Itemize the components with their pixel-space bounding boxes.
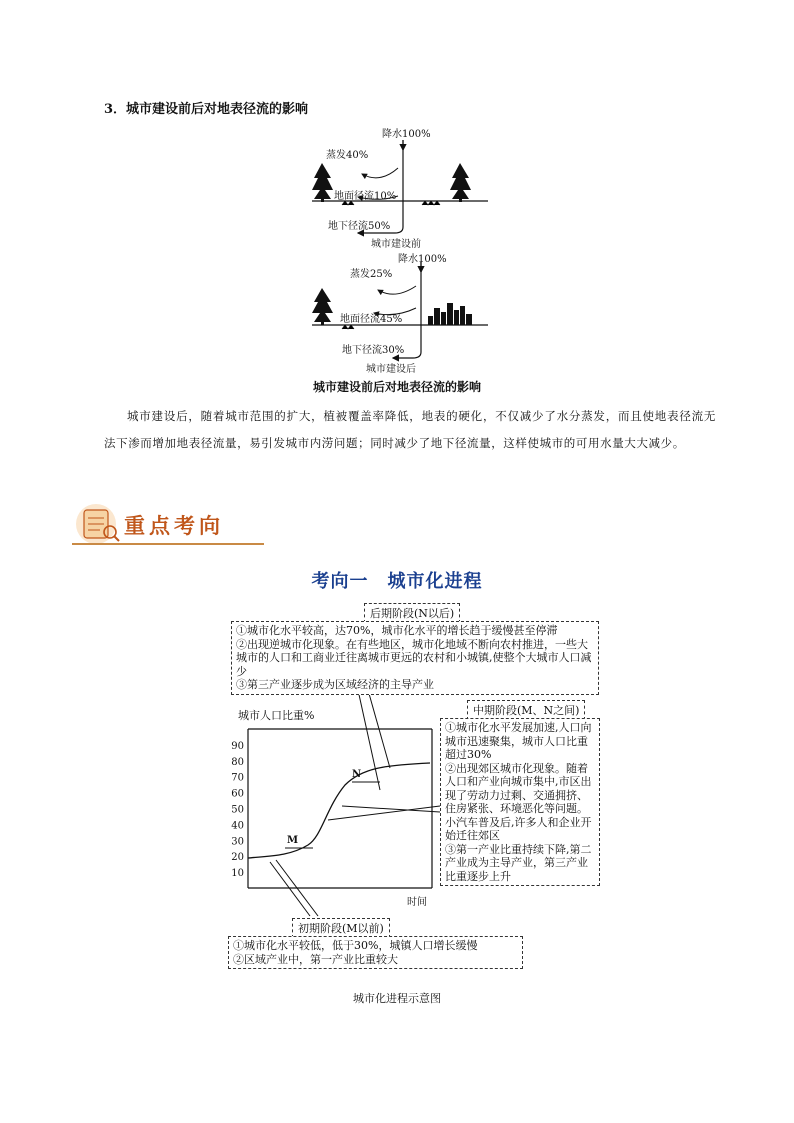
y-axis-label: 城市人口比重%	[238, 709, 315, 722]
early-stage-box	[228, 936, 523, 969]
late-stage-box	[231, 621, 599, 695]
section-title: 重点考向	[124, 514, 224, 538]
y-tick-label: 20	[231, 852, 244, 864]
mid-stage-title: 中期阶段(M、N之间)	[467, 700, 585, 720]
y-tick-label: 60	[231, 788, 244, 800]
body-paragraph: 城市建设后，随着城市范围的扩大，植被覆盖率降低，地表的硬化，不仅减少了水分蒸发，而且使地表径流无法下渗而增加地表径流量，易引发城市内涝问题；同时减少了地下径流量，这样使城市的可用水量大大减少。	[104, 409, 716, 450]
late-line: ①城市化水平较高，达70%，城市化水平的增长趋于缓慢甚至停滞	[236, 624, 558, 637]
mid-line: ①城市化水平发展加速,人口向城市迅速聚集，城市人口比重超过30%	[445, 721, 592, 761]
label-after: 城市建设后	[366, 364, 416, 375]
runoff-caption: 城市建设前后对地表径流的影响	[312, 380, 481, 394]
late-stage-title: 后期阶段(N以后)	[364, 603, 460, 623]
y-tick-label: 50	[231, 804, 244, 816]
section-heading: 3．城市建设前后对地表径流的影响	[104, 102, 309, 117]
ground-after: 地下径流30%	[342, 345, 405, 356]
evap-after: 蒸发25%	[350, 269, 393, 280]
mid-stage-box	[440, 718, 600, 886]
late-line: ②出现逆城市化现象。在有些地区，城市化地域不断向农村推进，一些大城市的人口和工商业迁往离城市更远的农村和小城镇,使整个大城市人口减少	[236, 637, 592, 678]
x-axis-label: 时间	[407, 897, 427, 908]
chart-caption: 城市化进程示意图	[353, 992, 441, 1005]
early-line: ②区域产业中，第一产业比重较大	[233, 952, 398, 966]
evap-before: 蒸发40%	[326, 150, 369, 161]
mid-line: ②出现郊区城市化现象。随着人口和产业向城市集中,市区出现了劳动力过剩、交通拥挤、住房紧张、环境恶化等问题。小汽车普及后,许多人和企业开始迁往郊区	[445, 761, 592, 842]
y-tick-label: 90	[231, 740, 244, 752]
early-stage-title: 初期阶段(M以前)	[292, 918, 390, 938]
precip-after: 降水100%	[398, 254, 447, 265]
point-n-label: N	[352, 769, 362, 780]
surface-before: 地面径流10%	[334, 191, 397, 202]
mid-line: ③第一产业比重持续下降,第二产业成为主导产业，第三产业比重逐步上升	[445, 842, 592, 883]
y-tick-label: 40	[231, 820, 244, 832]
surface-after: 地面径流45%	[340, 314, 403, 325]
ground-before: 地下径流50%	[328, 221, 391, 232]
point-m-label: M	[287, 835, 299, 846]
late-line: ③第三产业逐步成为区域经济的主导产业	[236, 678, 434, 691]
y-tick-label: 10	[231, 868, 244, 880]
y-tick-label: 30	[231, 836, 244, 848]
label-before: 城市建设前	[371, 239, 421, 250]
topic-title: 考向一 城市化进程	[311, 571, 483, 592]
precip-before: 降水100%	[382, 129, 431, 140]
y-tick-label: 70	[231, 772, 244, 784]
early-line: ①城市化水平较低，低于30%，城镇人口增长缓慢	[233, 939, 478, 952]
y-tick-label: 80	[231, 756, 244, 768]
